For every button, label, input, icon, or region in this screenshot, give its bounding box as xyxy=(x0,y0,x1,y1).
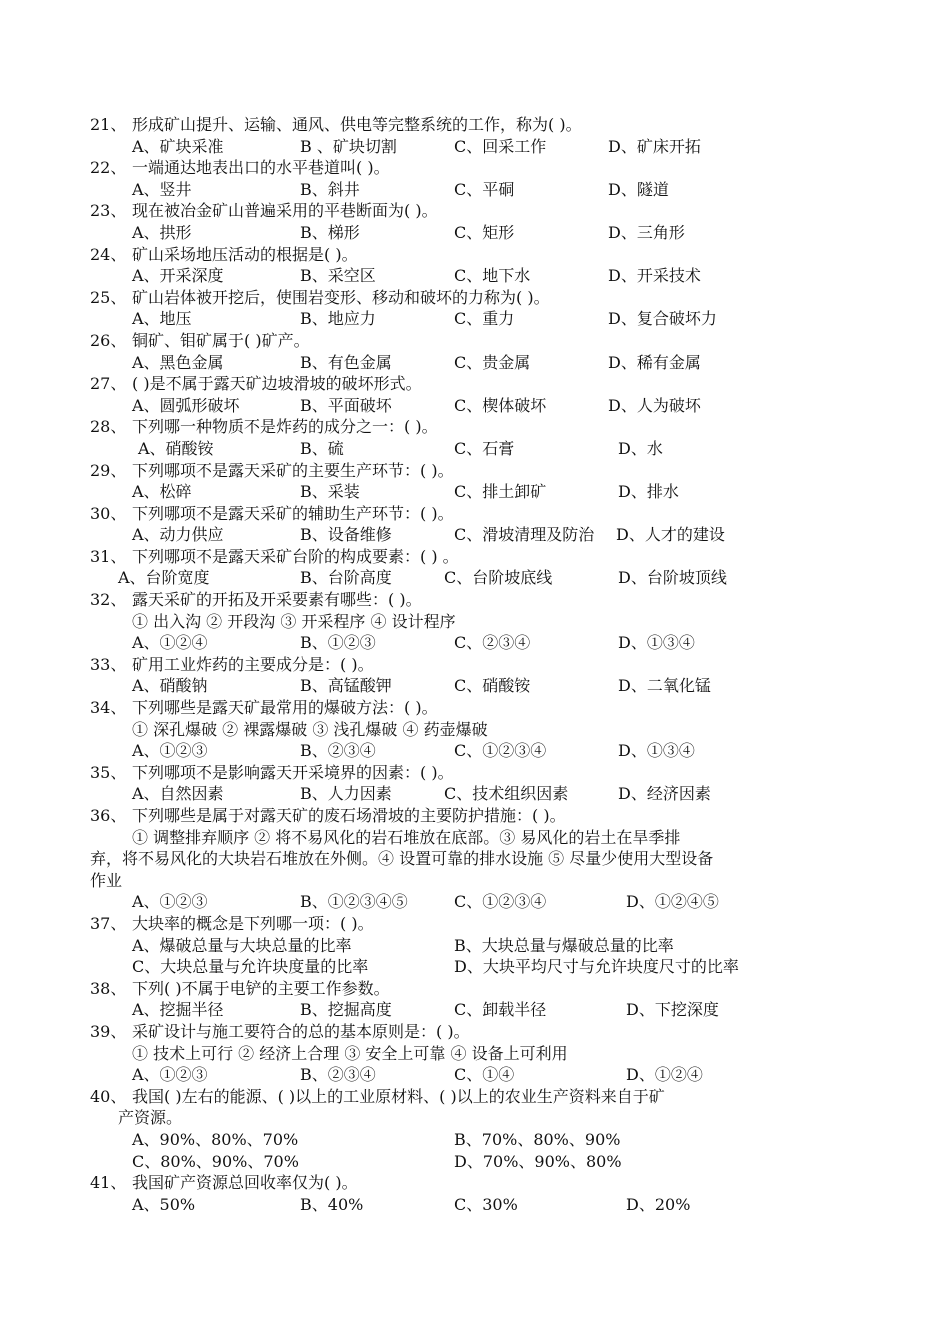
question-number: 22、 xyxy=(90,158,127,178)
option-b: B、高锰酸钾 xyxy=(300,676,392,696)
options-30 xyxy=(90,524,860,546)
options-33 xyxy=(90,675,860,697)
option-a: A、①②③ xyxy=(132,892,208,912)
question-27 xyxy=(90,373,860,395)
option-a: A、自然因素 xyxy=(132,784,224,804)
question-text: 一端通达地表出口的水平巷道叫( )。 xyxy=(132,158,390,178)
option-b: B、大块总量与爆破总量的比率 xyxy=(454,935,674,955)
question-text: 现在被冶金矿山普遍采用的平巷断面为( )。 xyxy=(132,201,438,221)
option-c: C、楔体破坏 xyxy=(454,395,547,415)
option-c: C、30% xyxy=(454,1194,518,1214)
option-d: D、①②④ xyxy=(626,1065,703,1085)
option-a: A、拱形 xyxy=(132,222,192,242)
options-34 xyxy=(90,740,860,762)
options-21 xyxy=(90,136,860,158)
option-d: D、人才的建设 xyxy=(616,525,725,545)
option-a: A、①②③ xyxy=(132,741,208,761)
option-a: A、开采深度 xyxy=(132,266,224,286)
option-c: C、滑坡清理及防治 xyxy=(454,525,595,545)
option-a: A、圆弧形破坏 xyxy=(132,395,240,415)
option-c: C、80%、90%、70% xyxy=(132,1151,299,1171)
option-b: B、台阶高度 xyxy=(300,568,392,588)
option-b: B、采装 xyxy=(300,482,360,502)
option-b: B、挖掘高度 xyxy=(300,1000,392,1020)
options-31 xyxy=(90,567,860,589)
option-d: D、稀有金属 xyxy=(608,352,701,372)
option-b: B、①②③④⑤ xyxy=(300,892,408,912)
option-d: D、下挖深度 xyxy=(626,1000,719,1020)
question-text: 下列( )不属于电铲的主要工作参数。 xyxy=(132,978,390,998)
option-b: B、硫 xyxy=(300,438,344,458)
options-27 xyxy=(90,395,860,417)
option-c: C、平硐 xyxy=(454,179,515,199)
option-d: D、①③④ xyxy=(618,741,695,761)
option-a: A、挖掘半径 xyxy=(132,1000,224,1020)
question-37 xyxy=(90,913,860,935)
sub-items-34: ① 深孔爆破 ② 裸露爆破 ③ 浅孔爆破 ④ 药壶爆破 xyxy=(132,719,488,739)
option-b: B、平面破坏 xyxy=(300,395,392,415)
question-34 xyxy=(90,697,860,719)
option-d: D、大块平均尺寸与允许块度尺寸的比率 xyxy=(454,957,739,977)
question-text: ( )是不属于露天矿边坡滑坡的破坏形式。 xyxy=(132,374,422,394)
option-d: D、人为破坏 xyxy=(608,395,701,415)
question-29 xyxy=(90,460,860,482)
options-29 xyxy=(90,481,860,503)
option-a: A、矿块采准 xyxy=(132,136,224,156)
sub-items-36-line2: 弃，将不易风化的大块岩石堆放在外侧。④ 设置可靠的排水设施 ⑤ 尽量少使用大型设备 xyxy=(90,849,714,869)
question-text: 下列哪项不是露天采矿的辅助生产环节：( )。 xyxy=(132,503,454,523)
option-c: C、①④ xyxy=(454,1065,515,1085)
option-a: A、台阶宽度 xyxy=(118,568,210,588)
option-d: D、台阶坡顶线 xyxy=(618,568,727,588)
option-c: C、②③④ xyxy=(454,633,531,653)
option-c: C、①②③④ xyxy=(454,741,547,761)
option-a: A、硝酸铵 xyxy=(138,438,214,458)
question-number: 23、 xyxy=(90,201,127,221)
question-text: 铜矿、钼矿属于( )矿产。 xyxy=(132,330,310,350)
option-d: D、矿床开拓 xyxy=(608,136,701,156)
option-c: C、①②③④ xyxy=(454,892,547,912)
question-list xyxy=(90,114,860,1215)
option-c: C、矩形 xyxy=(454,222,515,242)
question-39 xyxy=(90,1021,860,1043)
option-d: D、经济因素 xyxy=(618,784,711,804)
option-b: B、设备维修 xyxy=(300,525,392,545)
question-number: 28、 xyxy=(90,417,127,437)
option-b: B、斜井 xyxy=(300,179,360,199)
option-d: D、复合破坏力 xyxy=(608,309,717,329)
question-31 xyxy=(90,546,860,568)
options-28 xyxy=(90,438,860,460)
question-number: 36、 xyxy=(90,806,127,825)
option-b: B、70%、80%、90% xyxy=(454,1129,621,1149)
sub-items-36-line3: 作业 xyxy=(90,870,123,890)
option-d: D、①③④ xyxy=(618,633,695,653)
question-text: 下列哪项不是露天采矿台阶的构成要素：( ) 。 xyxy=(132,546,459,566)
question-number: 38、 xyxy=(90,978,127,998)
option-d: D、三角形 xyxy=(608,222,685,242)
question-number: 27、 xyxy=(90,374,127,394)
option-a: A、90%、80%、70% xyxy=(132,1129,299,1149)
option-b: B、②③④ xyxy=(300,741,376,761)
option-a: A、①②③ xyxy=(132,1065,208,1085)
option-c: C、重力 xyxy=(454,309,515,329)
option-b: B、人力因素 xyxy=(300,784,392,804)
question-40 xyxy=(90,1086,860,1108)
options-35 xyxy=(90,783,860,805)
option-a: A、地压 xyxy=(132,309,192,329)
option-c: C、回采工作 xyxy=(454,136,547,156)
option-c: C、大块总量与允许块度量的比率 xyxy=(132,957,369,977)
question-text: 露天采矿的开拓及开采要素有哪些：( )。 xyxy=(132,590,422,610)
question-number: 40、 xyxy=(90,1086,127,1106)
question-text: 大块率的概念是下列哪一项：( )。 xyxy=(132,913,374,933)
option-c: C、硝酸铵 xyxy=(454,676,531,696)
question-number: 41、 xyxy=(90,1173,127,1193)
question-number: 33、 xyxy=(90,654,127,674)
question-30 xyxy=(90,503,860,525)
question-28 xyxy=(90,416,860,438)
question-number: 26、 xyxy=(90,330,127,350)
options-24 xyxy=(90,265,860,287)
option-a: A、①②④ xyxy=(132,633,208,653)
option-a: A、黑色金属 xyxy=(132,352,224,372)
option-c: C、排土卸矿 xyxy=(454,482,547,502)
option-c: C、石膏 xyxy=(454,438,515,458)
question-text: 下列哪些是属于对露天矿的废石场滑坡的主要防护措施：( )。 xyxy=(132,806,566,825)
option-c: C、技术组织因素 xyxy=(444,784,569,804)
option-b: B、②③④ xyxy=(300,1065,376,1085)
question-text: 矿用工业炸药的主要成分是：( )。 xyxy=(132,654,374,674)
option-c: C、台阶坡底线 xyxy=(444,568,553,588)
question-text: 矿山采场地压活动的根据是( )。 xyxy=(132,244,358,264)
option-d: D、70%、90%、80% xyxy=(454,1151,622,1171)
option-d: D、隧道 xyxy=(608,179,669,199)
question-text: 矿山岩体被开挖后，使围岩变形、移动和破坏的力称为( )。 xyxy=(132,287,550,307)
options-23 xyxy=(90,222,860,244)
option-b: B、①②③ xyxy=(300,633,376,653)
question-23 xyxy=(90,200,860,222)
question-number: 35、 xyxy=(90,762,127,782)
sub-items-39: ① 技术上可行 ② 经济上合理 ③ 安全上可靠 ④ 设备上可利用 xyxy=(132,1043,568,1063)
question-number: 34、 xyxy=(90,698,127,718)
option-b: B、40% xyxy=(300,1194,364,1214)
options-36 xyxy=(90,891,860,913)
options-40-row2 xyxy=(90,1151,860,1173)
question-number: 30、 xyxy=(90,503,127,523)
question-22 xyxy=(90,157,860,179)
sub-items-32: ① 出入沟 ② 开段沟 ③ 开采程序 ④ 设计程序 xyxy=(132,611,456,631)
options-25 xyxy=(90,308,860,330)
question-text: 我国矿产资源总回收率仅为( )。 xyxy=(132,1173,358,1193)
option-b: B、采空区 xyxy=(300,266,376,286)
question-number: 25、 xyxy=(90,287,127,307)
options-39 xyxy=(90,1064,860,1086)
option-c: C、贵金属 xyxy=(454,352,531,372)
options-32 xyxy=(90,632,860,654)
option-c: C、地下水 xyxy=(454,266,531,286)
question-text: 下列哪项不是露天采矿的主要生产环节：( )。 xyxy=(132,460,454,480)
option-d: D、排水 xyxy=(618,482,679,502)
option-d: D、20% xyxy=(626,1194,691,1214)
option-d: D、二氧化锰 xyxy=(618,676,711,696)
question-32 xyxy=(90,589,860,611)
option-a: A、爆破总量与大块总量的比率 xyxy=(132,935,352,955)
options-26 xyxy=(90,352,860,374)
question-36 xyxy=(90,805,860,827)
options-22 xyxy=(90,179,860,201)
question-number: 31、 xyxy=(90,546,127,566)
question-26 xyxy=(90,330,860,352)
question-text: 我国( )左右的能源、( )以上的工业原材料、( )以上的农业生产资料来自于矿 xyxy=(132,1086,665,1106)
question-number: 32、 xyxy=(90,590,127,610)
option-c: C、卸载半径 xyxy=(454,1000,547,1020)
sub-items-36-line1: ① 调整排弃顺序 ② 将不易风化的岩石堆放在底部。③ 易风化的岩土在旱季排 xyxy=(132,827,681,847)
options-40-row1 xyxy=(90,1129,860,1151)
option-d: D、开采技术 xyxy=(608,266,701,286)
question-25 xyxy=(90,287,860,309)
question-text: 采矿设计与施工要符合的总的基本原则是：( )。 xyxy=(132,1021,470,1041)
question-24 xyxy=(90,244,860,266)
question-number: 37、 xyxy=(90,913,127,933)
question-number: 24、 xyxy=(90,244,127,264)
option-b: B 、矿块切割 xyxy=(300,136,397,156)
option-a: A、松碎 xyxy=(132,482,192,502)
question-text: 形成矿山提升、运输、通风、供电等完整系统的工作，称为( )。 xyxy=(132,115,582,134)
options-37-row2 xyxy=(90,956,860,978)
options-38 xyxy=(90,999,860,1021)
question-35 xyxy=(90,762,860,784)
options-37-row1 xyxy=(90,935,860,957)
question-41 xyxy=(90,1172,860,1194)
option-a: A、竖井 xyxy=(132,179,192,199)
question-number: 29、 xyxy=(90,460,127,480)
option-b: B、梯形 xyxy=(300,222,360,242)
question-text: 下列哪项不是影响露天开采境界的因素：( )。 xyxy=(132,762,454,782)
question-number: 39、 xyxy=(90,1021,127,1041)
options-41 xyxy=(90,1194,860,1216)
question-text: 下列哪一种物质不是炸药的成分之一：( )。 xyxy=(132,417,438,437)
option-d: D、①②④⑤ xyxy=(626,892,719,912)
question-38 xyxy=(90,978,860,1000)
question-text: 下列哪些是露天矿最常用的爆破方法：( )。 xyxy=(132,698,438,718)
option-a: A、50% xyxy=(132,1194,196,1214)
option-b: B、地应力 xyxy=(300,309,376,329)
question-33 xyxy=(90,654,860,676)
question-21 xyxy=(90,114,860,136)
option-a: A、硝酸钠 xyxy=(132,676,208,696)
option-b: B、有色金属 xyxy=(300,352,392,372)
option-d: D、水 xyxy=(618,438,663,458)
option-a: A、动力供应 xyxy=(132,525,224,545)
question-number: 21、 xyxy=(90,115,127,134)
question-40-continued: 产资源。 xyxy=(118,1108,183,1128)
